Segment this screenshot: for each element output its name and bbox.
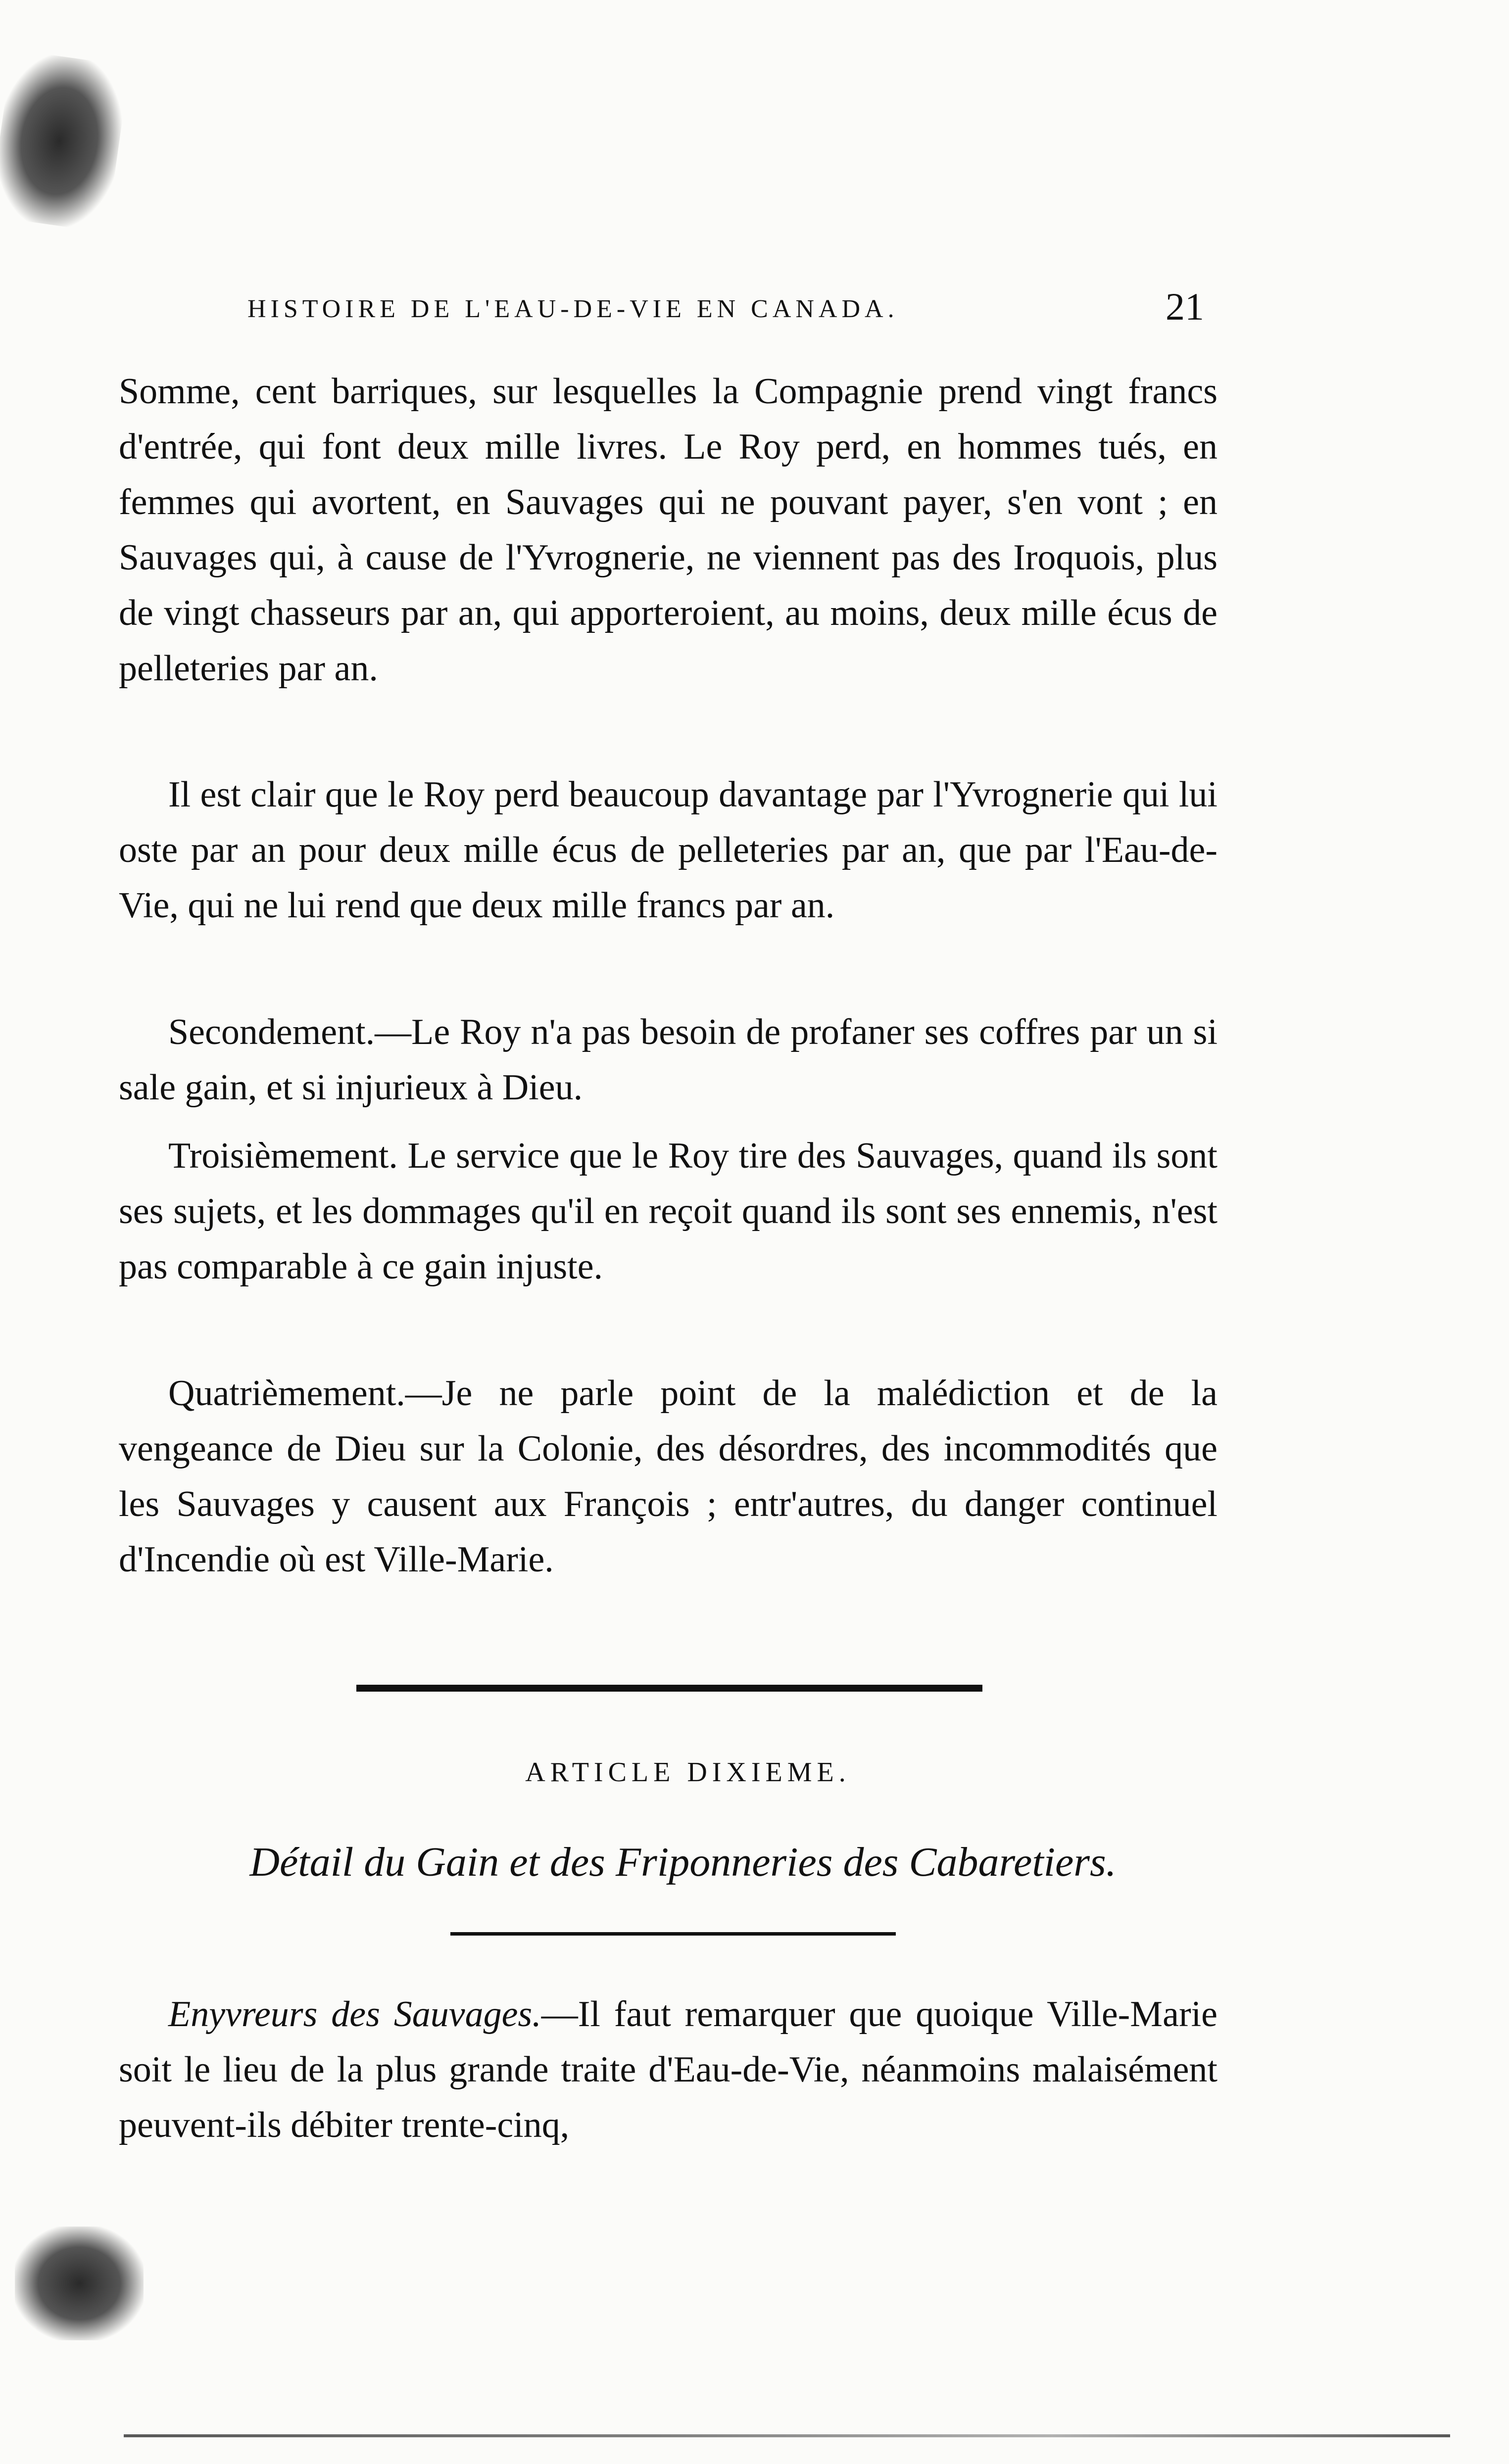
scan-smudge <box>0 49 130 233</box>
paragraph-body: —Il faut remarquer que quoique Ville-Marie soit le lieu de la plus grande traite d'Eau-de-Vie, néanmoins malaisément peuvent-ils débiter trente-cinq, <box>119 1994 1217 2145</box>
paragraph-3 <box>119 1004 1217 1115</box>
paragraph-text: Secondement.—Le Roy n'a pas besoin de profaner ses coffres par un si sale gain, et si injurieux à Dieu. <box>119 1012 1217 1108</box>
scan-smudge <box>15 2227 144 2340</box>
paragraph-5 <box>119 1366 1217 1587</box>
paragraph-text: Troisièmement. Le service que le Roy tire des Sauvages, quand ils sont ses sujets, et les dommages qu'il en reçoit quand ils sont ses ennemis, n'est pas comparable à ce gain injuste. <box>119 1136 1217 1287</box>
paragraph-1 <box>119 364 1217 696</box>
section-divider <box>356 1685 982 1692</box>
running-head: HISTOIRE DE L'EAU-DE-VIE EN CANADA. <box>247 295 899 323</box>
paragraph-text: Somme, cent barriques, sur lesquelles la Compagnie prend vingt francs d'entrée, qui font deux mille livres. Le Roy perd, en hommes tués, en femmes qui avortent, en Sauvages qui ne pouvant payer, s'en vont ; en Sauvages qui, à cause de l'Yvrognerie, ne viennent pas des Iroquois, plus de vingt chasseurs par an, qui apporteroient, au moins, deux mille écus de pelleteries par an. <box>119 371 1217 689</box>
page-number: 21 <box>1166 285 1204 328</box>
paragraph-4 <box>119 1128 1217 1294</box>
paragraph-text: Quatrièmement.—Je ne parle point de la malédiction et de la vengeance de Dieu sur la Colonie, des désordres, des incommodités que les Sauvages y causent aux François ; entr'autres, du danger continuel d'Incendie où est Ville-Marie. <box>119 1373 1217 1580</box>
paragraph-text: Il est clair que le Roy perd beaucoup davantage par l'Yvrognerie qui lui oste par an pour deux mille écus de pelleteries par an, que par l'Eau-de-Vie, qui ne lui rend que deux mille francs par an. <box>119 774 1217 926</box>
section-title: Détail du Gain et des Friponneries des Cabaretiers. <box>249 1839 1117 1885</box>
run-in-heading: Enyvreurs des Sauvages. <box>168 1994 541 2035</box>
scan-edge-rule <box>124 2434 1450 2437</box>
article-heading: ARTICLE DIXIEME. <box>525 1757 851 1788</box>
article-opening-paragraph <box>119 1987 1217 2153</box>
paragraph-text <box>119 1987 1217 2153</box>
title-underline <box>450 1932 896 1936</box>
paragraph-2 <box>119 767 1217 933</box>
